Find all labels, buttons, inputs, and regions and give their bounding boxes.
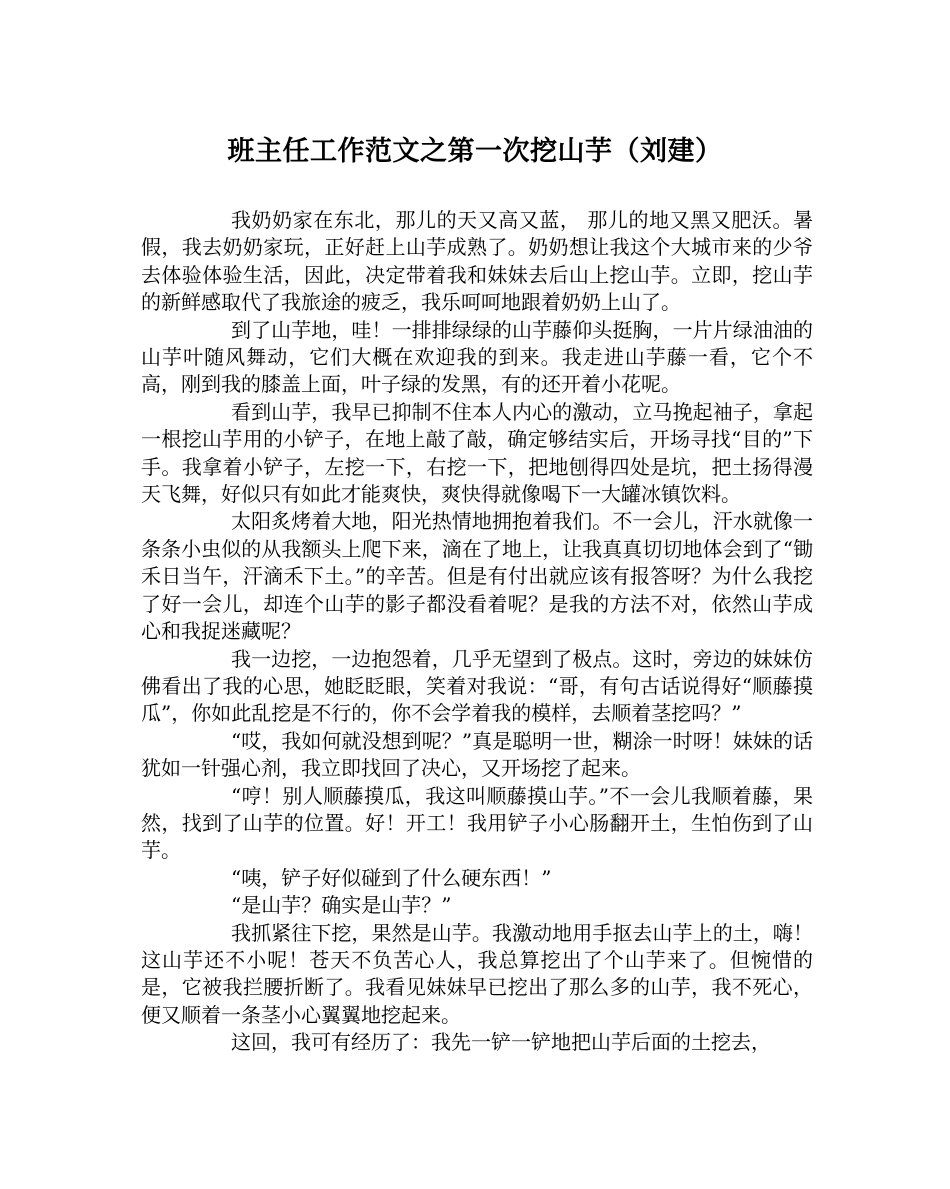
paragraph: 我奶奶家在东北，那儿的天又高又蓝， 那儿的地又黑又肥沃。暑假，我去奶奶家玩，正好赶上山芋成熟了。奶奶想让我这个大城市来的少爷去体验体验生活，因此，决定带着我和妹妹去后山上挖山芋。立即，挖山芋的新鲜感取代了我旅途的疲乏，我乐呵呵地跟着奶奶上山了。 — [141, 208, 813, 315]
document-body — [141, 207, 813, 1057]
paragraph: 我一边挖，一边抱怨着，几乎无望到了极点。这时，旁边的妹妹仿佛看出了我的心思，她眨眨眼，笑着对我说：“哥，有句古话说得好“顺藤摸瓜”，你如此乱挖是不行的，你不会学着我的模样，去顺着茎挖吗？” — [141, 646, 813, 726]
document-title: 班主任工作范文之第一次挖山芋（刘建） — [227, 136, 723, 167]
paragraph: “哼！别人顺藤摸瓜，我这叫顺藤摸山芋。”不一会儿我顺着藤，果然，找到了山芋的位置。好！开工！我用铲子小心肠翻开土，生怕伤到了山芋。 — [141, 783, 813, 863]
paragraph: “是山芋？确实是山芋？” — [231, 893, 452, 918]
paragraph: “咦，铲子好似碰到了什么硬东西！” — [231, 865, 552, 890]
paragraph: 看到山芋，我早已抑制不住本人内心的激动，立马挽起袖子，拿起一根挖山芋用的小铲子，在地上敲了敲，确定够结实后，开场寻找“目的”下手。我拿着小铲子，左挖一下，右挖一下，把地刨得四处是坑，把土扬得漫天飞舞，好似只有如此才能爽快，爽快得就像喝下一大罐冰镇饮料。 — [141, 399, 813, 507]
paragraph: 我抓紧往下挖，果然是山芋。我激动地用手抠去山芋上的土，嗨！这山芋还不小呢！苍天不负苦心人，我总算挖出了个山芋来了。但惋惜的是，它被我拦腰折断了。我看见妹妹早已挖出了那么多的山芋，我不死心，便又顺着一条茎小心翼翼地挖起来。 — [141, 920, 813, 1027]
paragraph: “哎，我如何就没想到呢？”真是聪明一世，糊涂一时呀！妹妹的话犹如一针强心剂，我立即找回了决心，又开场挖了起来。 — [141, 728, 813, 781]
paragraph: 太阳炙烤着大地，阳光热情地拥抱着我们。不一会儿，汗水就像一条条小虫似的从我额头上爬下来，滴在了地上，让我真真切切地体会到了“锄禾日当午，汗滴禾下土。”的辛苦。但是有付出就应该有报答呀？为什么我挖了好一会儿，却连个山芋的影子都没看着呢？是我的方法不对，依然山芋成心和我捉迷藏呢？ — [141, 509, 813, 644]
paragraph: 这回，我可有经历了：我先一铲一铲地把山芋后面的土挖去， — [231, 1030, 771, 1055]
paragraph: 到了山芋地，哇！一排排绿绿的山芋藤仰头挺胸，一片片绿油油的山芋叶随风舞动，它们大概在欢迎我的到来。我走进山芋藤一看，它个不高，刚到我的膝盖上面，叶子绿的发黑，有的还开着小花呢。 — [141, 317, 813, 397]
